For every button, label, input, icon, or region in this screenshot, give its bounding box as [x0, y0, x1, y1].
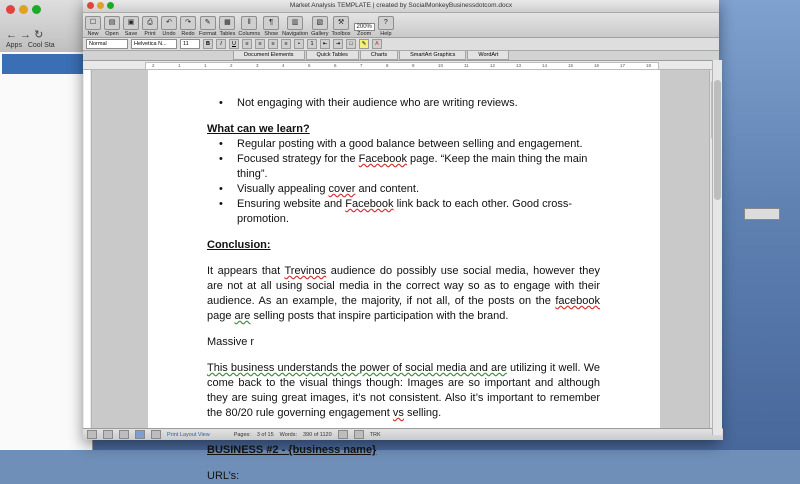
zoom-control[interactable]: 200% Zoom: [354, 23, 375, 37]
outdent-icon[interactable]: ⇤: [320, 39, 330, 49]
ruler-number: 7: [360, 63, 363, 68]
numbering-icon[interactable]: 1: [307, 39, 317, 49]
italic-icon[interactable]: I: [216, 39, 226, 49]
document-body[interactable]: [207, 96, 600, 484]
notebook-view-icon[interactable]: [151, 430, 161, 439]
ruler-number: 15: [568, 63, 574, 68]
tab-smartart-graphics[interactable]: SmartArt Graphics: [399, 51, 466, 60]
outline-view-icon[interactable]: [103, 430, 113, 439]
pilcrow-icon: ¶: [263, 16, 279, 30]
undo-button[interactable]: ↶ Undo: [161, 16, 177, 37]
align-center-icon[interactable]: ≡: [255, 39, 265, 49]
paragraph: Massive r: [207, 336, 255, 348]
help-button[interactable]: ? Help: [378, 16, 394, 37]
browser-nav-icons[interactable]: ← → ↻: [6, 29, 44, 41]
pages-value: 3 of 15: [256, 431, 274, 438]
spelling-flag: Facebook: [345, 198, 394, 210]
ruler-number: 3: [256, 63, 259, 68]
tables-button[interactable]: ▦ Tables: [219, 16, 235, 37]
bullet-item: • Focused strategy for the Facebook page. “Keep the main thing the main thing”.: [207, 152, 600, 182]
ruler-number: 1: [204, 63, 207, 68]
print-layout-view-icon[interactable]: [135, 430, 145, 439]
ruler-number: 11: [464, 63, 469, 68]
learn-heading: What can we learn?: [207, 123, 310, 135]
format-button[interactable]: ✎ Format: [199, 16, 216, 37]
conclusion-heading: Conclusion:: [207, 239, 271, 251]
ribbon-tabs: [233, 51, 510, 60]
blank-line: [207, 350, 600, 361]
desktop-file-icon[interactable]: [744, 208, 780, 220]
bullets-icon[interactable]: •: [294, 39, 304, 49]
standard-toolbar: [83, 13, 719, 38]
ruler-number: 17: [620, 63, 626, 68]
pages-label: Pages:: [233, 431, 251, 438]
blank-line: [207, 111, 600, 122]
toolbox-button[interactable]: ⚒ Toolbox: [332, 16, 351, 37]
business-heading: BUSINESS #2 - {business name}: [207, 444, 377, 456]
font-size-select[interactable]: 11: [180, 39, 200, 49]
navigation-button[interactable]: ▥ Navigation: [282, 16, 308, 37]
bold-icon[interactable]: B: [203, 39, 213, 49]
background-scrollbar[interactable]: [712, 60, 722, 435]
grammar-flag: This business understands the power of social media and are: [207, 362, 507, 374]
new-document-icon: ☐: [85, 16, 101, 30]
ruler-strip: [145, 62, 659, 70]
indent-icon[interactable]: ⇥: [333, 39, 343, 49]
ruler-number: 5: [308, 63, 311, 68]
table-icon: ▦: [219, 16, 235, 30]
align-right-icon[interactable]: ≡: [268, 39, 278, 49]
window-title: Market Analysis TEMPLATE | created by SocialMonkeyBusinessdotcom.docx: [289, 2, 513, 9]
ruler-number: 18: [646, 63, 652, 68]
spelling-flag: facebook: [555, 295, 600, 307]
word-window: [83, 0, 719, 482]
vertical-ruler-strip: [84, 70, 90, 428]
underline-icon[interactable]: U: [229, 39, 239, 49]
font-color-icon[interactable]: A: [372, 39, 382, 49]
background-scroll-thumb[interactable]: [714, 80, 721, 200]
highlight-icon[interactable]: ✎: [359, 39, 369, 49]
bullet-item: • Not engaging with their audience who are writing reviews.: [207, 96, 600, 111]
ruler-number: 14: [542, 63, 548, 68]
browser-chrome: [0, 0, 92, 53]
tab-document-elements[interactable]: Document Elements: [233, 51, 305, 60]
align-left-icon[interactable]: ≡: [242, 39, 252, 49]
navigation-icon: ▥: [287, 16, 303, 30]
spelling-flag: Facebook: [358, 153, 407, 165]
paragraph: URL’s:: [207, 470, 240, 482]
bullet-item: • Ensuring website and Facebook link back to each other. Good cross-promotion.: [207, 197, 600, 227]
folder-icon: ▤: [104, 16, 120, 30]
browser-page: [0, 52, 92, 450]
tab-wordart[interactable]: WordArt: [467, 51, 509, 60]
tab-charts[interactable]: Charts: [360, 51, 398, 60]
view-name: Print Layout View: [167, 431, 210, 438]
gallery-icon: ▧: [312, 16, 328, 30]
minimize-icon[interactable]: [97, 2, 104, 9]
print-icon: ⎙: [142, 16, 158, 30]
status-bar: [83, 428, 723, 440]
justify-icon[interactable]: ≡: [281, 39, 291, 49]
columns-icon: ‖: [241, 16, 257, 30]
spelling-flag: cover: [328, 183, 356, 195]
show-button[interactable]: ¶ Show: [263, 16, 279, 37]
close-icon[interactable]: [6, 5, 15, 14]
spelling-flag: vs: [392, 407, 404, 419]
bookmarks-bar: [6, 42, 55, 49]
ruler-number: 16: [594, 63, 600, 68]
minimize-icon[interactable]: [19, 5, 28, 14]
zoom-field[interactable]: 200%: [354, 23, 375, 31]
redo-icon: ↷: [180, 16, 196, 30]
new-button[interactable]: ☐ New: [85, 16, 101, 37]
tab-quick-tables[interactable]: Quick Tables: [306, 51, 359, 60]
title-bar: [83, 0, 719, 13]
bookmark-cool-sta[interactable]: Cool Sta: [27, 42, 55, 49]
blank-line: [207, 324, 600, 335]
ruler-number: 2: [230, 63, 233, 68]
ruler-number: 4: [282, 63, 285, 68]
elements-ribbon: [83, 51, 719, 61]
columns-button[interactable]: ‖ Columns: [238, 16, 260, 37]
words-label: Words:: [279, 431, 297, 438]
format-painter-icon: ✎: [200, 16, 216, 30]
browser-window: [0, 0, 93, 450]
borders-icon[interactable]: □: [346, 39, 356, 49]
blank-line: [207, 458, 600, 469]
formatting-toolbar: [83, 38, 719, 51]
ruler-number: 1: [178, 63, 181, 68]
blank-line: [207, 253, 600, 264]
horizontal-ruler[interactable]: [83, 61, 719, 70]
bookmark-apps[interactable]: Apps: [6, 42, 22, 49]
save-button[interactable]: ▣ Save: [123, 16, 139, 37]
ruler-number: 6: [334, 63, 337, 68]
draft-view-icon[interactable]: [87, 430, 97, 439]
ruler-number: 13: [516, 63, 522, 68]
blank-line: [207, 227, 600, 238]
paragraph: It appears that Trevinos audience do possibly use social media, however they are not at all using social media in the correct way so as to engage with their audience. As an example, the majority, if not all, of the posts on the facebook page are selling posts that inspire participation with the brand.: [207, 265, 600, 322]
ruler-number: 8: [386, 63, 389, 68]
ruler-number: 12: [490, 63, 496, 68]
spelling-flag: Trevinos: [284, 265, 327, 277]
open-button[interactable]: ▤ Open: [104, 16, 120, 37]
gallery-button[interactable]: ▧ Gallery: [311, 16, 328, 37]
spelling-check-icon[interactable]: [338, 430, 348, 439]
save-icon: ▣: [123, 16, 139, 30]
style-select[interactable]: Normal: [86, 39, 128, 49]
maximize-icon[interactable]: [32, 5, 41, 14]
ruler-number: 10: [438, 63, 444, 68]
ruler-number: 9: [412, 63, 415, 68]
vertical-ruler[interactable]: [83, 70, 92, 428]
browser-banner: [2, 54, 84, 74]
close-icon[interactable]: [87, 2, 94, 9]
print-button[interactable]: ⎙ Print: [142, 16, 158, 37]
undo-icon: ↶: [161, 16, 177, 30]
bullet-item: • Regular posting with a good balance between selling and engagement.: [207, 137, 600, 152]
bullet-item: • Visually appealing cover and content.: [207, 182, 600, 197]
words-value: 390 of 1120: [302, 431, 332, 438]
font-select[interactable]: Helvetica N...: [131, 39, 177, 49]
redo-button[interactable]: ↷ Redo: [180, 16, 196, 37]
paragraph: This business understands the power of social media and are utilizing it well. We come back to the visual things though: Images are so important and although they are suing great images, it’s not consistent. Also it’s important to remember the 80/20 rule governing engagement vs selling.: [207, 362, 600, 419]
publishing-view-icon[interactable]: [119, 430, 129, 439]
macro-icon[interactable]: [354, 430, 364, 439]
grammar-flag: are: [234, 310, 251, 322]
ruler-number: 2: [152, 63, 155, 68]
toolbox-icon: ⚒: [333, 16, 349, 30]
maximize-icon[interactable]: [107, 2, 114, 9]
track-changes-label[interactable]: TRK: [369, 431, 381, 438]
help-icon: ?: [378, 16, 394, 30]
